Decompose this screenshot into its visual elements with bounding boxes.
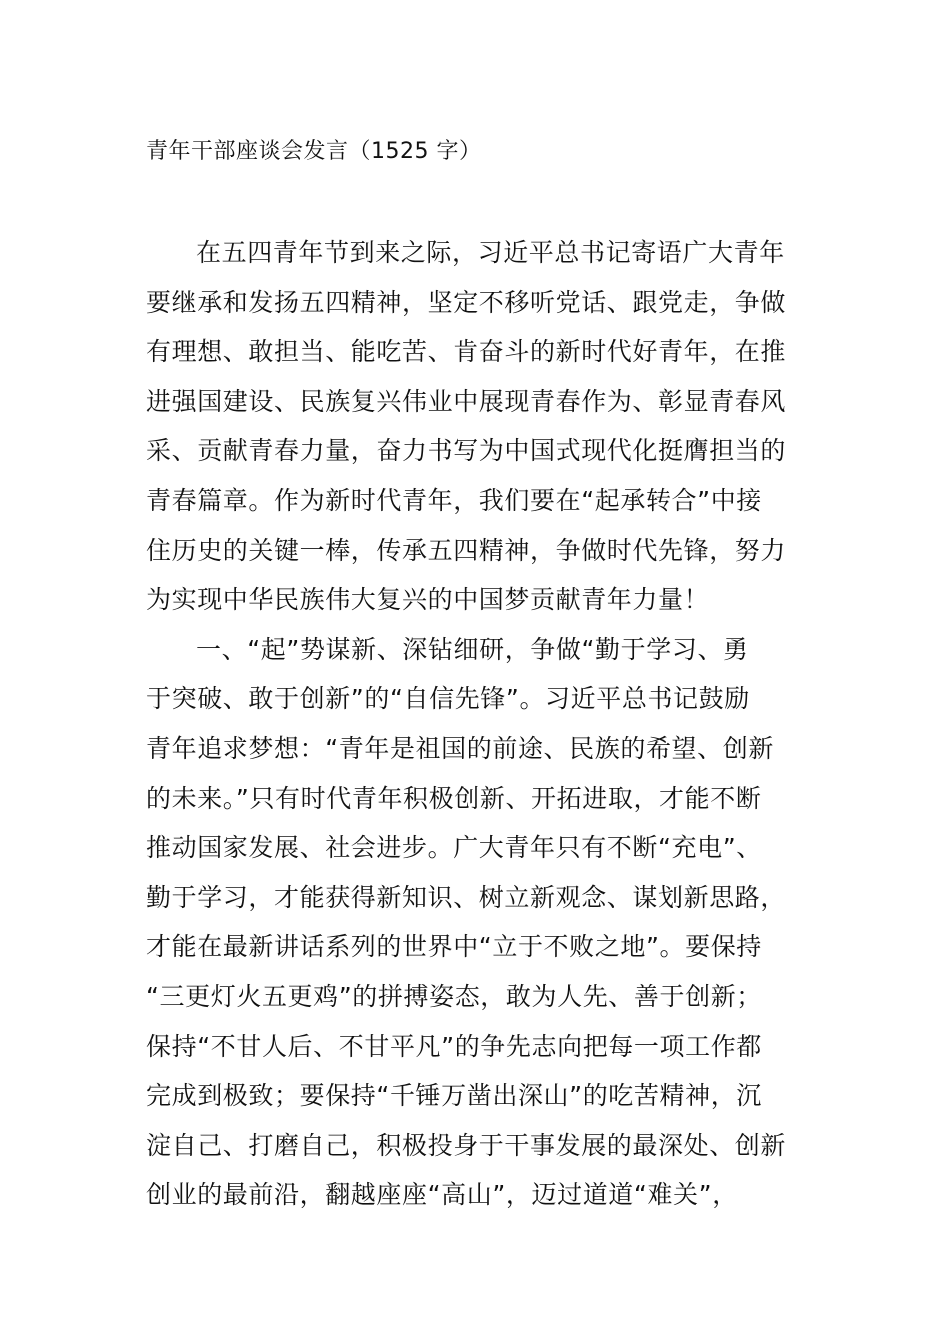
paragraph-line: 推动国家发展、社会进步。广大青年只有不断“充电”、 — [146, 833, 762, 863]
paragraph-line: 保持“不甘人后、不甘平凡”的争先志向把每一项工作都 — [146, 1031, 762, 1061]
paragraph-line: 创业的最前沿，翻越座座“高山”，迈过道道“难关”， — [146, 1180, 738, 1210]
paragraph-line: 才能在最新讲话系列的世界中“立于不败之地”。要保持 — [146, 932, 762, 962]
document-title: 青年干部座谈会发言（1525 字） — [146, 139, 482, 164]
paragraph-line: 淀自己、打磨自己，积极投身于干事发展的最深处、创新 — [146, 1130, 787, 1160]
paragraph-line: 在五四青年节到来之际，习近平总书记寄语广大青年 — [196, 238, 785, 267]
paragraph-line: 一、“起”势谋新、深钻细研，争做“勤于学习、勇 — [196, 634, 749, 664]
paragraph-line: 青年追求梦想：“青年是祖国的前途、民族的希望、创新 — [146, 733, 774, 763]
paragraph-line: 的未来。”只有时代青年积极创新、开拓进取，才能不断 — [146, 783, 762, 813]
paragraph-line: 进强国建设、民族复兴伟业中展现青春作为、彰显青春风 — [146, 386, 787, 416]
paragraph-line: 勤于学习，才能获得新知识、树立新观念、谋划新思路， — [146, 882, 787, 912]
document-body — [146, 228, 806, 1220]
paragraph-line: 完成到极致；要保持“千锤万凿出深山”的吃苦精神，沉 — [146, 1081, 762, 1111]
paragraph-line: 青春篇章。作为新时代青年，我们要在“起承转合”中接 — [146, 485, 762, 515]
paragraph-line: 于突破、敢于创新”的“自信先锋”。习近平总书记鼓励 — [146, 684, 750, 714]
paragraph-line: 采、贡献青春力量，奋力书写为中国式现代化挺膺担当的 — [146, 436, 787, 466]
paragraph-line: 要继承和发扬五四精神，坚定不移听党话、跟党走，争做 — [146, 287, 787, 317]
paragraph-line: “三更灯火五更鸡”的拼搏姿态，敢为人先、善于创新； — [146, 981, 762, 1011]
paragraph-line: 住历史的关键一棒，传承五四精神，争做时代先锋，努力 — [146, 535, 787, 565]
paragraph-line: 为实现中华民族伟大复兴的中国梦贡献青年力量！ — [146, 585, 710, 615]
paragraph-line: 有理想、敢担当、能吃苦、肯奋斗的新时代好青年，在推 — [146, 337, 787, 367]
